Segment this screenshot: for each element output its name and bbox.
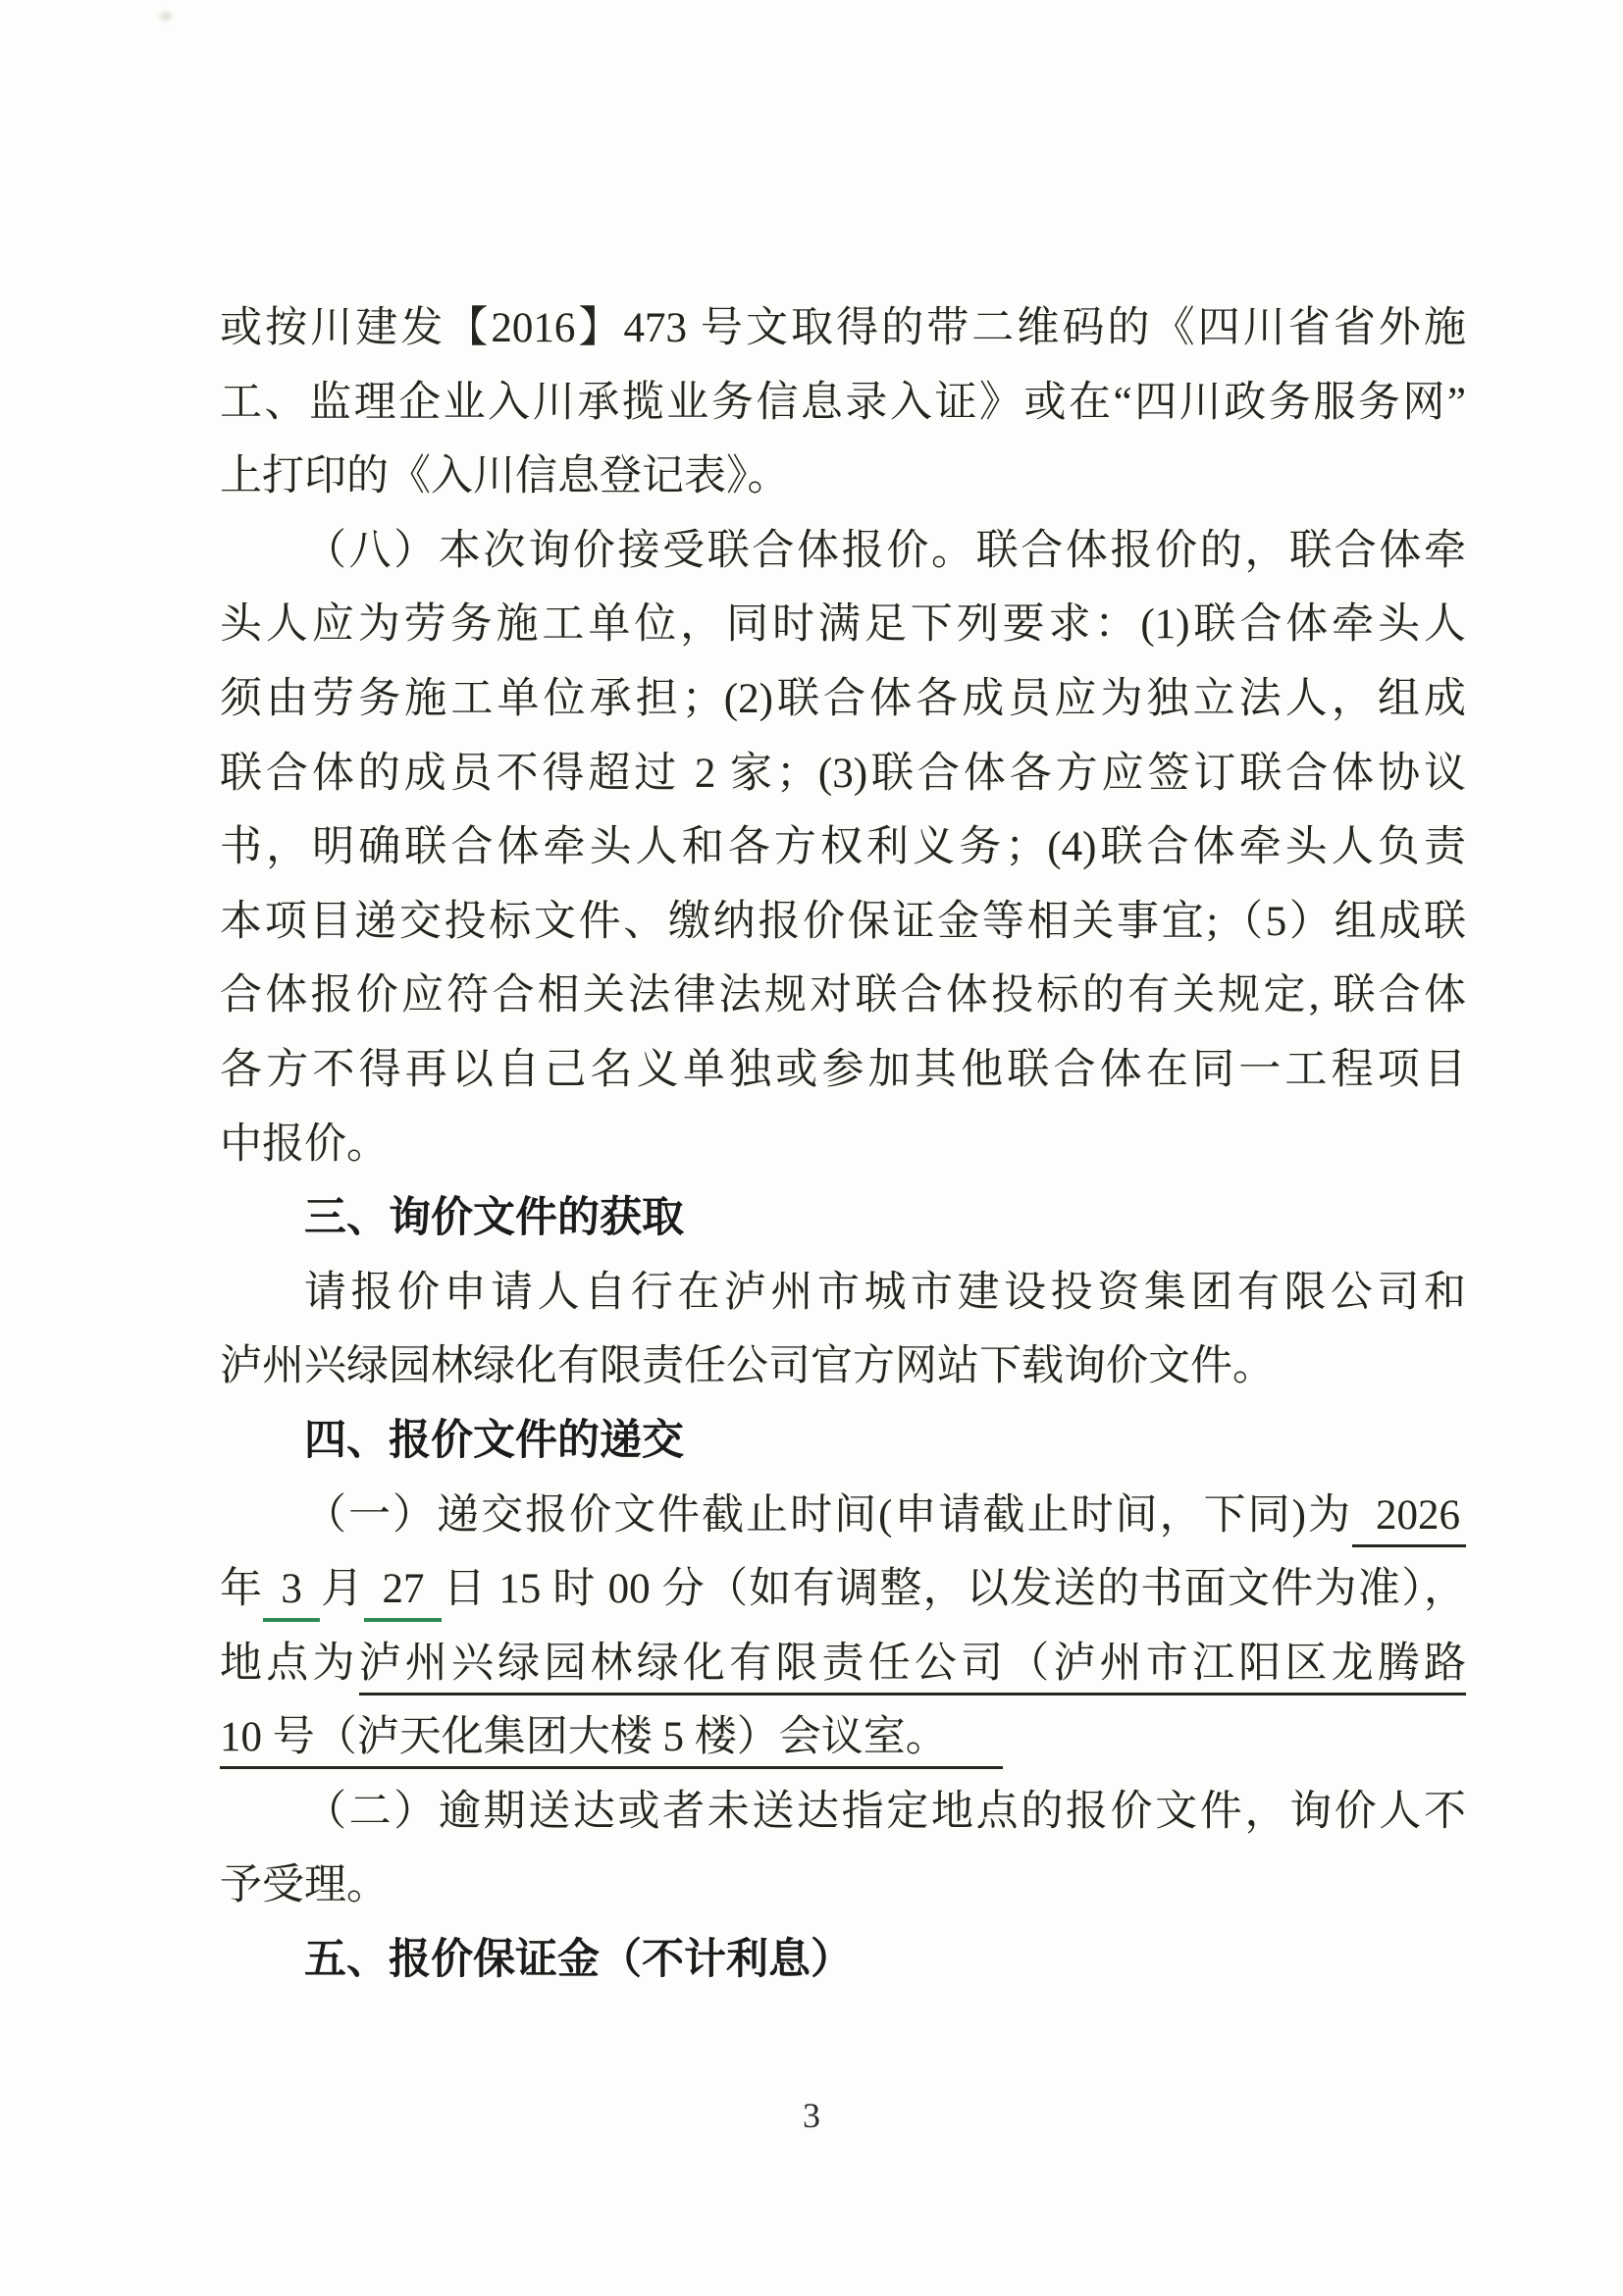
deadline-line-2	[220, 1552, 1466, 1627]
location-line-2	[220, 1700, 1466, 1775]
deadline-clause-text: （一）递交报价文件截止时间(申请截止时间，下同)为	[304, 1491, 1352, 1539]
clause8-line-3: 须由劳务施工单位承担；(2)联合体各成员应为独立法人，组成	[220, 675, 1466, 722]
clause8-line-2: 头人应为劳务施工单位，同时满足下列要求：(1)联合体牵头人	[220, 601, 1466, 649]
clause8-line-4: 联合体的成员不得超过 2 家；(3)联合体各方应签订联合体协议	[220, 750, 1466, 797]
location-address-field: 10 号（泸天化集团大楼 5 楼）会议室。	[220, 1714, 1003, 1769]
location-name-field: 泸州兴绿园林绿化有限责任公司（泸州市江阳区龙腾路	[359, 1641, 1466, 1696]
clause8-line-9: 中报价。	[220, 1121, 389, 1168]
clause8-line-7: 合体报价应符合相关法律法规对联合体投标的有关规定, 联合体	[220, 972, 1466, 1019]
location-line-1	[220, 1627, 1466, 1701]
section3-line-1: 请报价申请人自行在泸州市城市建设投资集团有限公司和	[304, 1269, 1466, 1316]
section-heading-4: 四、报价文件的递交	[304, 1416, 684, 1464]
deadline-day-field: 27	[364, 1566, 442, 1622]
section-heading-5: 五、报价保证金（不计利息）	[304, 1936, 853, 1984]
deadline-year-field: 2026	[1352, 1492, 1466, 1547]
intro-line-3: 上打印的《入川信息登记表》。	[220, 453, 790, 500]
location-label: 地点为	[220, 1640, 359, 1687]
page-number: 3	[803, 2096, 820, 2135]
clause8-line-1: （八）本次询价接受联合体报价。联合体报价的，联合体牵	[304, 527, 1466, 574]
deadline-line-1	[220, 1479, 1466, 1553]
intro-line-2: 工、监理企业入川承揽业务信息录入证》或在“四川政务服务网”	[220, 379, 1466, 426]
intro-line-1: 或按川建发【2016】473 号文取得的带二维码的《四川省省外施	[220, 305, 1466, 351]
deadline-month-field: 3	[263, 1566, 320, 1622]
deadline-time-text: 日 15 时 00 分（如有调整，以发送的书面文件为准），	[442, 1566, 1467, 1613]
deadline-month-unit: 月	[319, 1566, 365, 1613]
overdue-line-2: 予受理。	[220, 1862, 389, 1909]
deadline-year-unit: 年	[220, 1566, 264, 1613]
clause8-line-8: 各方不得再以自己名义单独或参加其他联合体在同一工程项目	[220, 1046, 1466, 1093]
clause8-line-6: 本项目递交投标文件、缴纳报价保证金等相关事宜;（5）组成联	[220, 898, 1466, 945]
clause8-line-5: 书，明确联合体牵头人和各方权利义务；(4)联合体牵头人负责	[220, 824, 1466, 871]
section3-line-2: 泸州兴绿园林绿化有限责任公司官方网站下载询价文件。	[220, 1343, 1275, 1390]
scan-artifact	[160, 12, 172, 21]
overdue-line-1: （二）逾期送达或者未送达指定地点的报价文件，询价人不	[304, 1788, 1466, 1835]
page-body	[220, 291, 1466, 1998]
section-heading-3: 三、询价文件的获取	[304, 1194, 684, 1242]
